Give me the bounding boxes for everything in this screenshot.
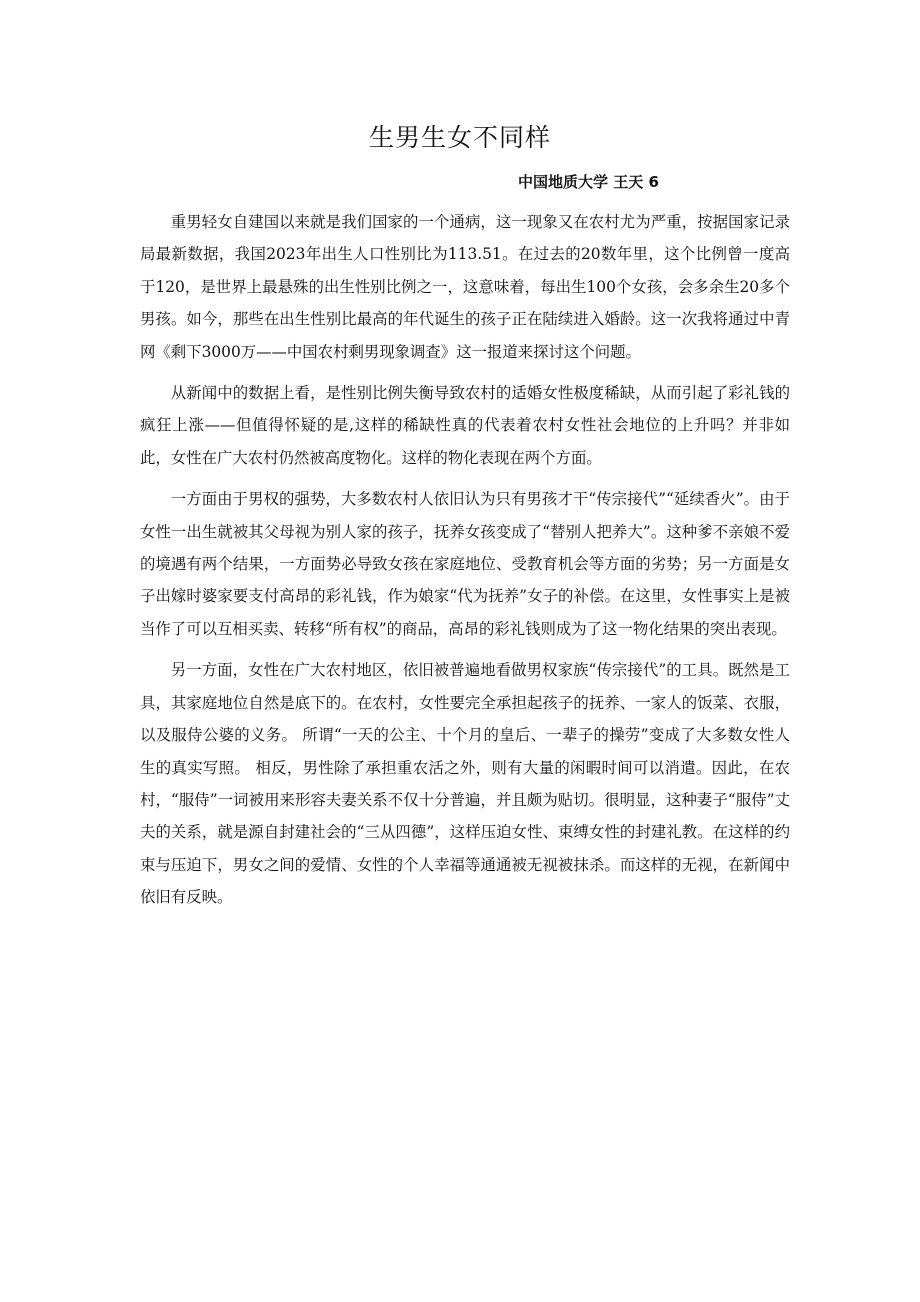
paragraph-1: 重男轻女自建国以来就是我们国家的一个通病，这一现象又在农村尤为严重，按据国家记录局最新数据，我国2023年出生人口性别比为113.51。在过去的20数年里，这个比例曾一度高于120，是世界上最悬殊的出生性别比例之一，这意味着，每出生100个女孩，会多余生20多个男孩。如今，那些在出生性别比最高的年代诞生的孩子正在陆续进入婚龄。这一次我将通过中青网《剩下3000万——中国农村剩男现象调查》这一报道来探讨这个问题。 <box>140 213 790 361</box>
author-line: 中国地质大学 王天 6 <box>518 173 659 191</box>
article-body <box>140 206 790 923</box>
paragraph-4: 另一方面，女性在广大农村地区，依旧被普遍地看做男权家族“传宗接代”的工具。既然是工具，其家庭地位自然是底下的。在农村，女性要完全承担起孩子的抚养、一家人的饭菜、衣服，以及服侍公婆的义务。 所谓“一天的公主、十个月的皇后、一辈子的操劳”变成了大多数女性人生的真实写照。 相反，男性除了承担重农活之外，则有大量的闲暇时间可以消遣。因此，在农村，“服侍”一词被用来形容夫妻关系不仅十分普遍，并且颇为贴切。很明显，这种妻子“服侍”丈夫的关系，就是源自封建社会的“三从四德”，这样压迫女性、束缚女性的封建礼教。在这样的约束与压迫下，男女之间的爱情、女性的个人幸福等通通被无视被抹杀。而这样的无视，在新闻中依旧有反映。 <box>140 661 790 907</box>
page-title: 生男生女不同样 <box>368 123 551 152</box>
paragraph-2: 从新闻中的数据上看，是性别比例失衡导致农村的适婚女性极度稀缺，从而引起了彩礼钱的疯狂上涨——但值得怀疑的是,这样的稀缺性真的代表着农村女性社会地位的上升吗？并非如此，女性在广大农村仍然被高度物化。这样的物化表现在两个方面。 <box>140 384 790 467</box>
paragraph-3: 一方面由于男权的强势，大多数农村人依旧认为只有男孩才干“传宗接代”“延续香火”。由于女性一出生就被其父母视为别人家的孩子，抚养女孩变成了“替别人把养大”。这种爹不亲娘不爱的境遇有两个结果，一方面势必导致女孩在家庭地位、受教育机会等方面的劣势；另一方面是女子出嫁时婆家要支付高昂的彩礼钱，作为娘家“代为抚养”女子的补偿。在这里，女性事实上是被当作了可以互相买卖、转移“所有权”的商品，高昂的彩礼钱则成为了这一物化结果的突出表现。 <box>140 490 790 638</box>
